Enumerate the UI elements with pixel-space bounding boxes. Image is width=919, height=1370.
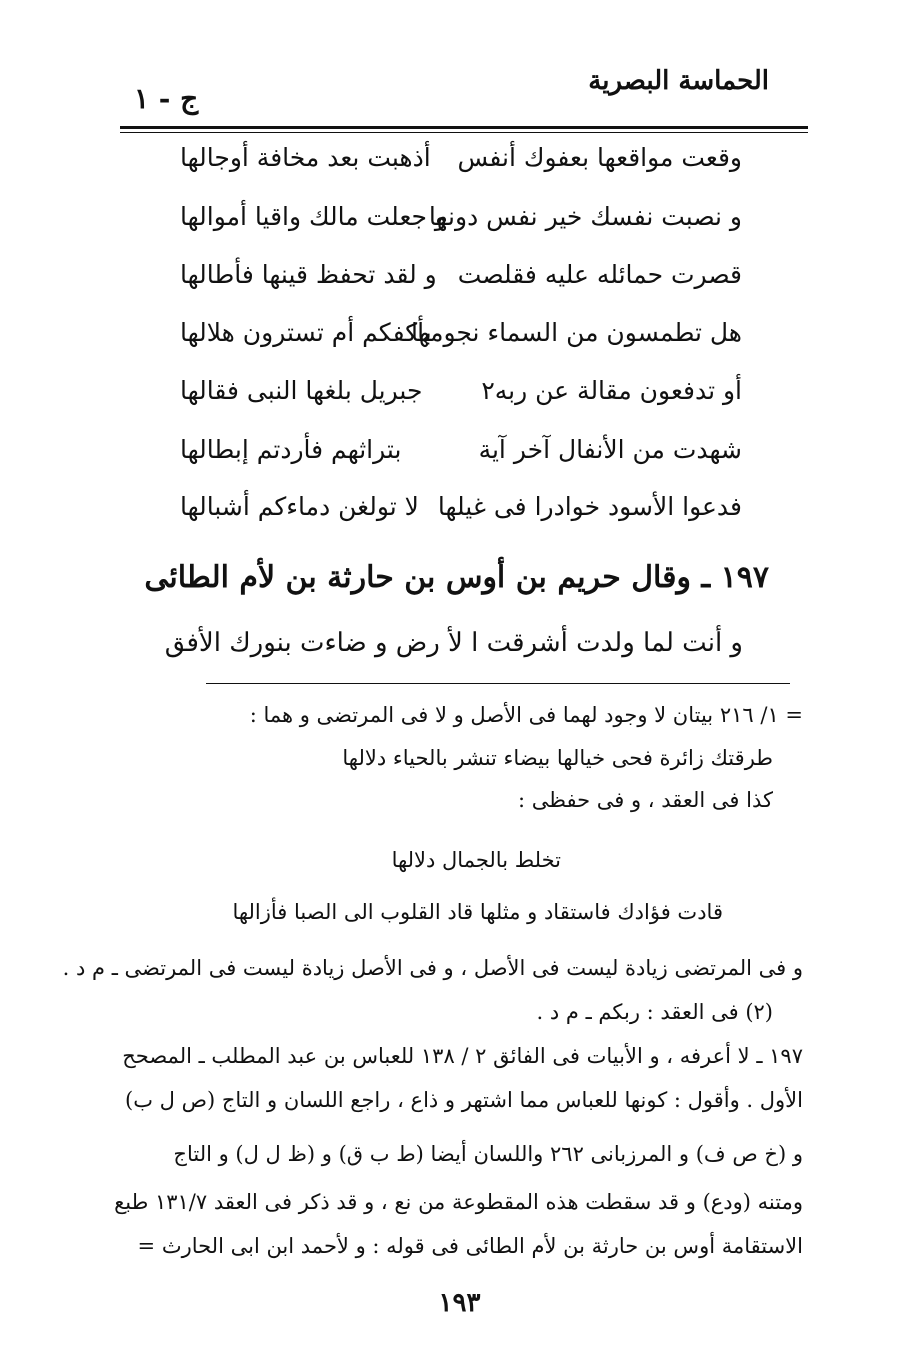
footnote-line: الاستقامة أوس بن حارثة بن لأم الطائى فى قوله : و لأحمد ابن ابى الحارث = <box>137 1234 803 1258</box>
running-header-title: الحماسة البصرية <box>588 66 769 96</box>
page-number: ١٩٣ <box>438 1288 481 1318</box>
verse-first-hemistich: شهدت من الأنفال آخر آية <box>478 435 742 464</box>
poem-verse <box>160 492 742 536</box>
verse-first-hemistich: فدعوا الأسود خوادرا فى غيلها <box>437 492 742 521</box>
header-rule-thick <box>120 126 808 129</box>
poem-verse <box>160 260 742 304</box>
verse-first-hemistich: هل تطمسون من السماء نجومها <box>410 318 742 347</box>
footnote-line: قادت فؤادك فاستقاد و مثلها قاد القلوب الى الصبا فأزالها <box>232 900 723 924</box>
poem-verse-single: و أنت لما ولدت أشرقت ا لأ رض و ضاءت بنورك الأفق <box>164 628 743 658</box>
verse-first-hemistich: قصرت حمائله عليه فقلصت <box>457 260 742 289</box>
volume-marker: ج - ١ <box>134 82 199 115</box>
footnote-line: ١٩٧ ـ لا أعرفه ، و الأبيات فى الفائق ٢ / ١٣٨ للعباس بن عبد المطلب ـ المصحح <box>122 1044 803 1068</box>
header-rule-thin <box>120 132 808 133</box>
verse-second-hemistich: و لقد تحفظ قينها فأطالها <box>180 260 437 289</box>
footnote-line: طرقتك زائرة فحى خيالها بيضاء تنشر بالحياء دلالها <box>342 746 773 770</box>
footnote-line: كذا فى العقد ، و فى حفظى : <box>517 788 773 812</box>
poem-verse <box>160 202 742 246</box>
footnote-line: الأول . وأقول : كونها للعباس مما اشتهر و ذاع ، راجع اللسان و التاج (ص ل ب) <box>125 1088 803 1112</box>
verse-second-hemistich: و جعلت مالك واقيا أموالها <box>180 202 447 231</box>
footnote-line: ومتنه (ودع) و قد سقطت هذه المقطوعة من نع ، و قد ذكر فى العقد ١٣١/٧ طبع <box>114 1190 803 1214</box>
poem-heading: ١٩٧ ـ وقال حريم بن أوس بن حارثة بن لأم الطائى <box>144 560 769 595</box>
poem-verse <box>160 143 742 187</box>
verse-first-hemistich: أو تدفعون مقالة عن ربه٢ <box>481 376 742 405</box>
verse-second-hemistich: بتراثهم فأردتم إبطالها <box>180 435 402 464</box>
verse-second-hemistich: لا تولغن دماءكم أشبالها <box>180 492 419 521</box>
footnote-line: و فى المرتضى زيادة ليست فى الأصل ، و فى الأصل زيادة ليست فى المرتضى ـ م د . <box>62 956 803 980</box>
verse-first-hemistich: وقعت مواقعها بعفوك أنفس <box>457 143 742 172</box>
verse-second-hemistich: جبريل بلغها النبى فقالها <box>180 376 423 405</box>
footnote-line: (٢) فى العقد : ربكم ـ م د . <box>536 1000 773 1024</box>
footnote-separator <box>206 683 790 684</box>
poem-verse <box>160 318 742 362</box>
verse-second-hemistich: بأكفكم أم تسترون هلالها <box>180 318 432 347</box>
verse-first-hemistich: و نصبت نفسك خير نفس دونها <box>428 202 742 231</box>
verse-second-hemistich: أذهبت بعد مخافة أوجالها <box>180 143 431 172</box>
footnote-line: = ١/ ٢١٦ بيتان لا وجود لهما فى الأصل و لا فى المرتضى و هما : <box>249 703 803 727</box>
poem-verse <box>160 376 742 420</box>
footnote-line: تخلط بالجمال دلالها <box>391 848 561 872</box>
footnote-line: و (خ ص ف) و المرزبانى ٢٦٢ واللسان أيضا (ط ب ق) و (ظ ل ل) و التاج <box>173 1142 803 1166</box>
poem-verse <box>160 435 742 479</box>
